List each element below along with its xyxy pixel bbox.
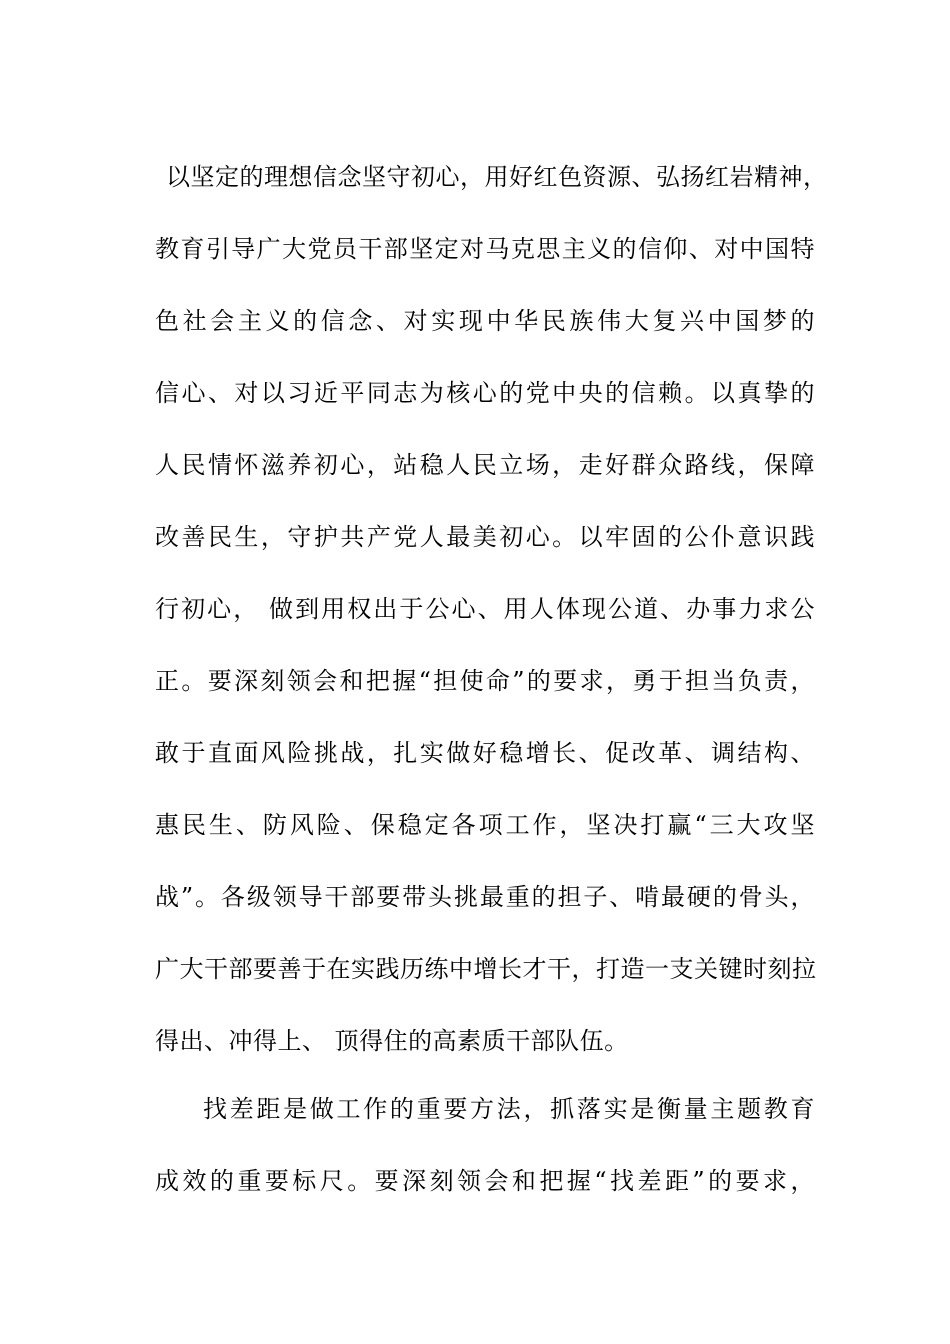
text-line: 教育引导广大党员干部坚定对马克思主义的信仰、对中国特 bbox=[155, 235, 815, 263]
text-line: 以坚定的理想信念坚守初心，用好红色资源、弘扬红岩精神， bbox=[166, 163, 828, 191]
text-line: 战”。各级领导干部要带头挑最重的担子、啃最硬的骨头， bbox=[155, 883, 815, 911]
text-line: 广大干部要善于在实践历练中增长才干，打造一支关键时刻拉 bbox=[155, 955, 817, 983]
text-line: 改善民生，守护共产党人最美初心。以牢固的公仆意识践 bbox=[155, 523, 815, 551]
text-line: 得出、冲得上、 顶得住的高素质干部队伍。 bbox=[155, 1027, 629, 1055]
text-line: 敢于直面风险挑战，扎实做好稳增长、促改革、调结构、 bbox=[155, 739, 815, 767]
text-line: 正。要深刻领会和把握“担使命”的要求，勇于担当负责， bbox=[155, 667, 815, 695]
text-line: 色社会主义的信念、对实现中华民族伟大复兴中国梦的 bbox=[155, 307, 815, 335]
text-line: 成效的重要标尺。要深刻领会和把握“找差距”的要求， bbox=[155, 1167, 815, 1195]
text-line: 找差距是做工作的重要方法，抓落实是衡量主题教育 bbox=[203, 1095, 815, 1123]
text-line: 人民情怀滋养初心，站稳人民立场，走好群众路线，保障 bbox=[155, 451, 815, 479]
text-line: 信心、对以习近平同志为核心的党中央的信赖。以真挚的 bbox=[155, 379, 815, 407]
text-line: 惠民生、防风险、保稳定各项工作，坚决打赢“三大攻坚 bbox=[155, 811, 815, 839]
text-line: 行初心， 做到用权出于公心、用人体现公道、办事力求公 bbox=[155, 595, 815, 623]
